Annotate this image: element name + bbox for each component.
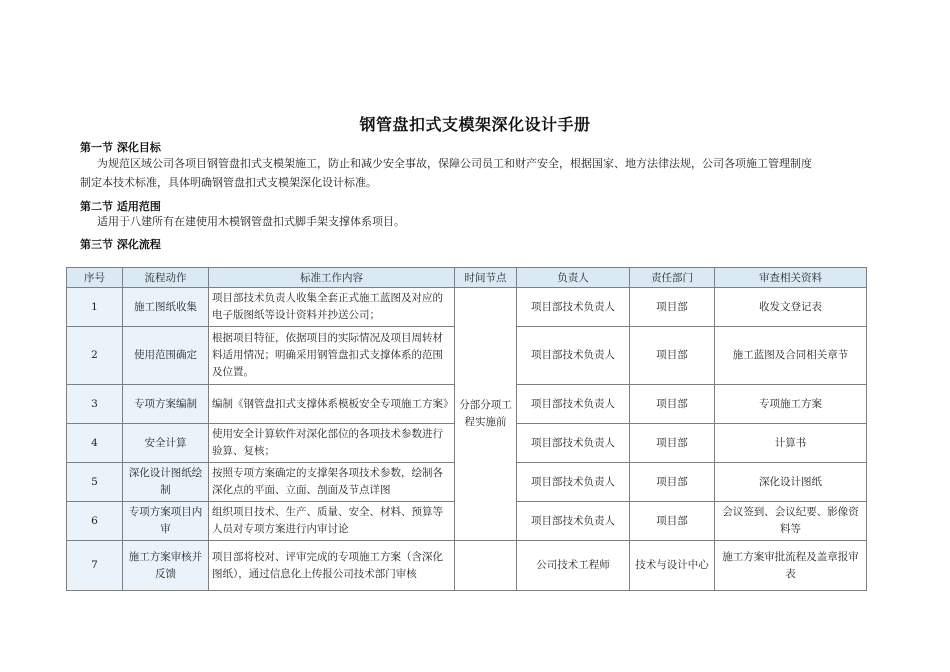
row-number: 3 <box>67 385 123 424</box>
row-action: 专项方案项目内审 <box>123 502 209 541</box>
row-action: 施工方案审核并反馈 <box>123 541 209 591</box>
row-time-empty <box>455 541 517 591</box>
row-number: 7 <box>67 541 123 591</box>
section1-heading: 第一节 深化目标 <box>80 141 161 154</box>
row-number: 2 <box>67 327 123 385</box>
row-docs: 计算书 <box>715 424 867 463</box>
header-action: 流程动作 <box>123 268 209 288</box>
row-docs: 施工方案审批流程及盖章报审表 <box>715 541 867 591</box>
section2-text: 适用于八建所有在建使用木模钢管盘扣式脚手架支撑体系项目。 <box>97 215 405 228</box>
header-dept: 责任部门 <box>630 268 715 288</box>
header-docs: 审查相关资料 <box>715 268 867 288</box>
section2-heading: 第二节 适用范围 <box>80 200 161 213</box>
header-time: 时间节点 <box>455 268 517 288</box>
row-action: 使用范围确定 <box>123 327 209 385</box>
table-row <box>67 288 867 327</box>
row-owner: 项目部技术负责人 <box>517 385 630 424</box>
row-dept: 项目部 <box>630 327 715 385</box>
row-action: 深化设计图纸绘制 <box>123 463 209 502</box>
row-action: 专项方案编制 <box>123 385 209 424</box>
table-row <box>67 541 867 591</box>
time-node-cell: 分部分项工程实施前 <box>455 288 517 541</box>
row-dept: 项目部 <box>630 385 715 424</box>
row-content: 使用安全计算软件对深化部位的各项技术参数进行验算、复核； <box>209 424 455 463</box>
row-number: 1 <box>67 288 123 327</box>
row-number: 5 <box>67 463 123 502</box>
row-owner: 项目部技术负责人 <box>517 327 630 385</box>
process-table <box>66 267 867 591</box>
row-dept: 项目部 <box>630 463 715 502</box>
row-dept: 技术与设计中心 <box>630 541 715 591</box>
section3-heading: 第三节 深化流程 <box>80 238 161 251</box>
row-docs: 施工蓝图及合同相关章节 <box>715 327 867 385</box>
row-action: 施工图纸收集 <box>123 288 209 327</box>
row-docs: 专项施工方案 <box>715 385 867 424</box>
row-owner: 项目部技术负责人 <box>517 502 630 541</box>
header-owner: 负责人 <box>517 268 630 288</box>
document-title: 钢管盘扣式支模架深化设计手册 <box>359 115 591 134</box>
row-owner: 项目部技术负责人 <box>517 463 630 502</box>
row-dept: 项目部 <box>630 502 715 541</box>
row-docs: 收发文登记表 <box>715 288 867 327</box>
header-seq: 序号 <box>67 268 123 288</box>
table-header-row <box>67 268 867 288</box>
row-content: 项目部技术负责人收集全套正式施工蓝图及对应的电子版图纸等设计资料并抄送公司； <box>209 288 455 327</box>
row-owner: 公司技术工程师 <box>517 541 630 591</box>
row-docs: 深化设计图纸 <box>715 463 867 502</box>
row-content: 编制《钢管盘扣式支撑体系模板安全专项施工方案》 <box>209 385 455 424</box>
row-number: 6 <box>67 502 123 541</box>
row-owner: 项目部技术负责人 <box>517 288 630 327</box>
section1-line1: 为规范区域公司各项目钢管盘扣式支模架施工，防止和减少安全事故，保障公司员工和财产安全，根据国家、地方法律法规，公司各项施工管理制度 <box>97 157 812 170</box>
row-content: 项目部将校对、评审完成的专项施工方案（含深化图纸），通过信息化上传报公司技术部门审核 <box>209 541 455 591</box>
row-docs: 会议签到、会议纪要、影像资料等 <box>715 502 867 541</box>
row-dept: 项目部 <box>630 288 715 327</box>
row-content: 组织项目技术、生产、质量、安全、材料、预算等人员对专项方案进行内审讨论 <box>209 502 455 541</box>
row-action: 安全计算 <box>123 424 209 463</box>
row-content: 按照专项方案确定的支撑架各项技术参数，绘制各深化点的平面、立面、剖面及节点详图 <box>209 463 455 502</box>
row-content: 根据项目特征，依据项目的实际情况及项目周转材料适用情况；明确采用钢管盘扣式支撑体系的范围及位置。 <box>209 327 455 385</box>
row-dept: 项目部 <box>630 424 715 463</box>
row-owner: 项目部技术负责人 <box>517 424 630 463</box>
section1-line2: 制定本技术标准，具体明确钢管盘扣式支模架深化设计标准。 <box>80 176 377 189</box>
header-content: 标准工作内容 <box>209 268 455 288</box>
row-number: 4 <box>67 424 123 463</box>
